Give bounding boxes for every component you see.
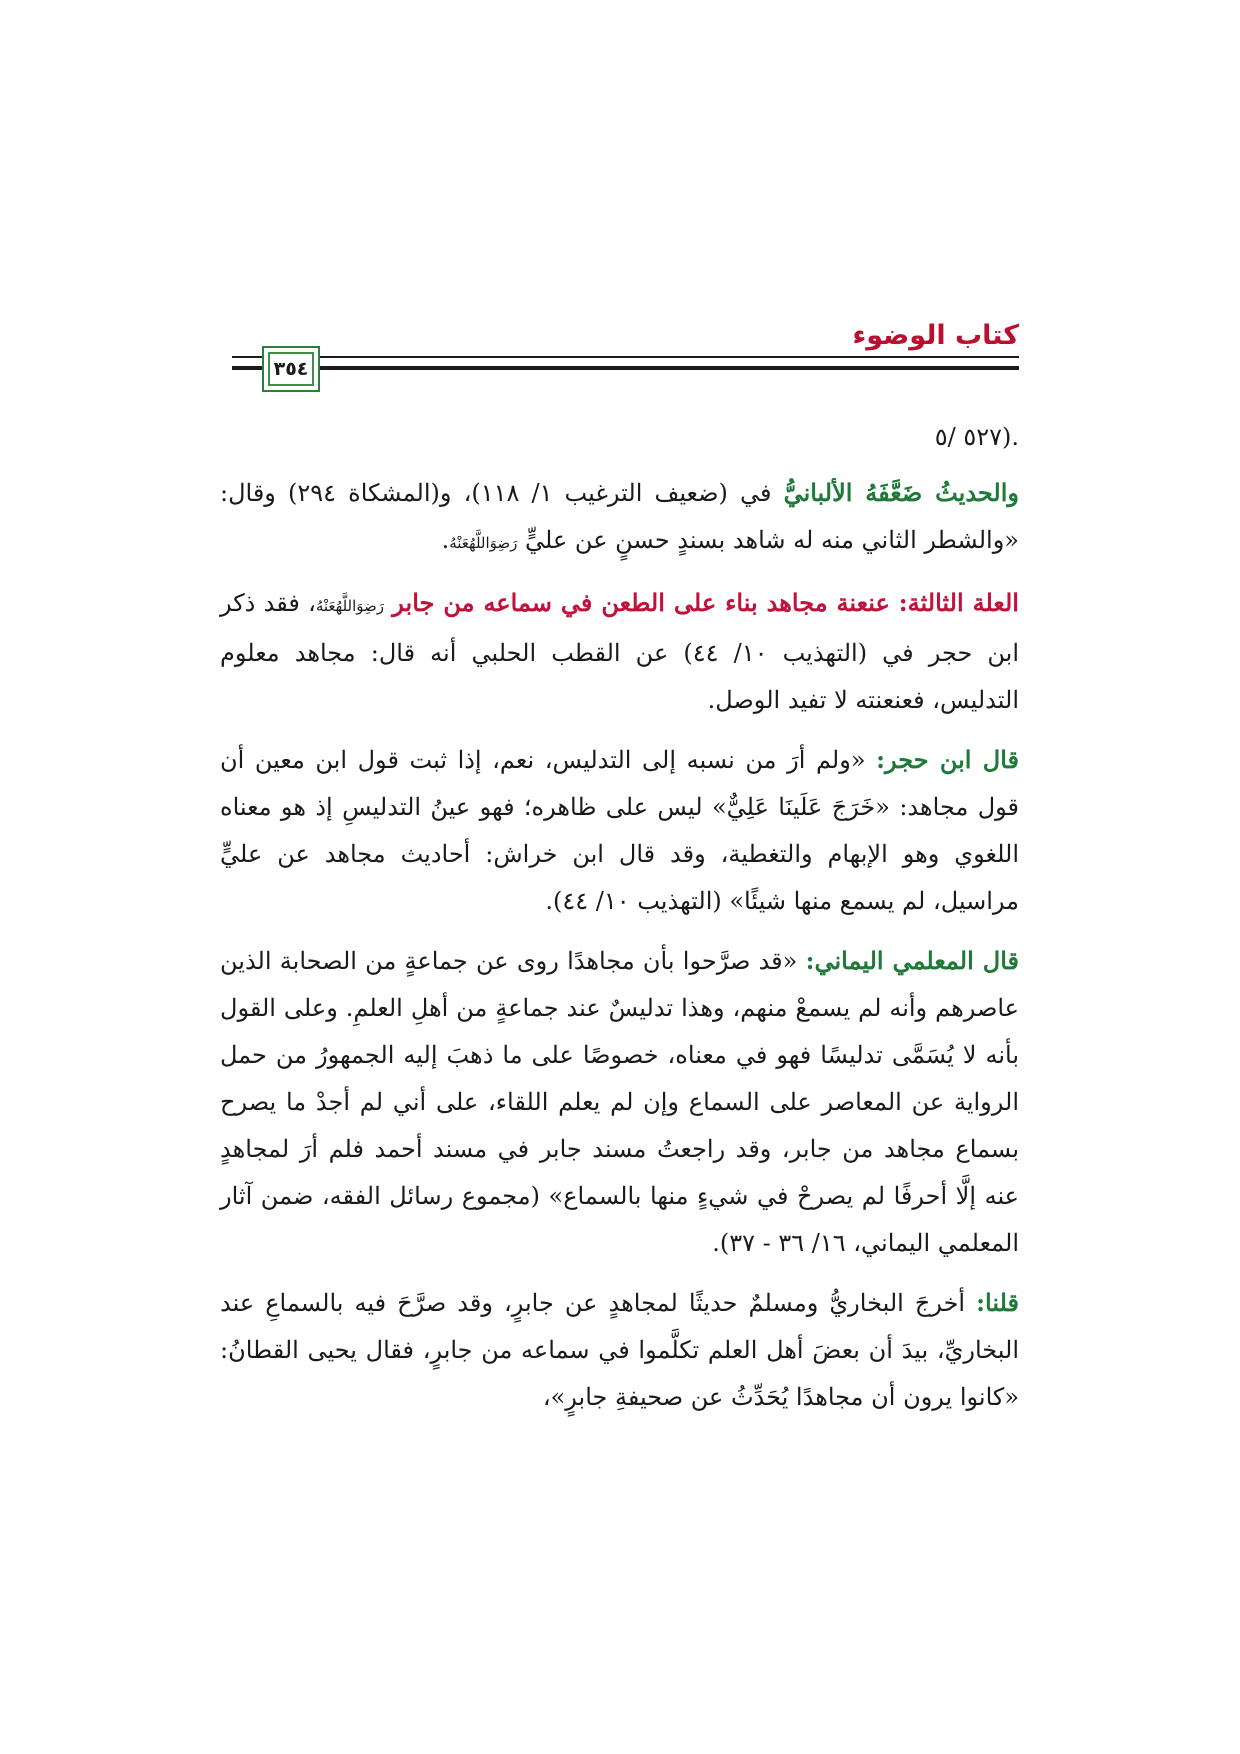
paragraph-muallimi: [220, 937, 1019, 1267]
paragraph-text: أخرجَ البخاريُّ ومسلمٌ حديثًا لمجاهدٍ عن جابرٍ، وقد صرَّحَ فيه بالسماعِ عند البخاريِّ، بيدَ أن بعضَ أهل العلم تكلَّموا في سماعه من جابرٍ، فقال يحيى القطانُ: «كانوا يرون أن مجاهدًا يُحَدِّثُ عن صحيفةِ جابرٍ»،: [220, 1289, 1019, 1411]
page-body: [220, 414, 1019, 1433]
page-number: ٣٥٤: [268, 352, 314, 386]
paragraph-lead: قلنا:: [976, 1288, 1019, 1317]
paragraph-text: «قد صرَّحوا بأن مجاهدًا روى عن جماعةٍ من الصحابة الذين عاصرهم وأنه لم يسمعْ منهم، وهذا تدليسٌ عند جماعةٍ من أهلِ العلمِ. وعلى القول بأنه لا يُسَمَّى تدليسًا فهو في معناه، خصوصًا على ما ذهبَ إليه الجمهورُ من حمل الرواية عن المعاصر على السماع وإن لم يعلم اللقاء، على أني لم أجدْ ما يصرح بسماع مجاهد من جابر، وقد راجعتُ مسند جابر في مسند أحمد فلم أرَ لمجاهدٍ عنه إلَّا أحرفًا لم يصرحْ في شيءٍ منها بالسماع» (مجموع رسائل الفقه، ضمن آثار المعلمي اليماني، ١٦/ ٣٦ - ٣٧).: [220, 947, 1020, 1257]
paragraph-end: .: [441, 526, 450, 554]
paragraph-albani: [220, 469, 1019, 567]
paragraph-lead: قال ابن حجر:: [876, 745, 1020, 774]
header-rule-thin: [232, 356, 1019, 358]
citation-fragment: .(٥٢٧ /٥: [934, 423, 1019, 451]
running-title: كتاب الوضوء: [852, 320, 1019, 351]
page-number-frame: [262, 346, 320, 392]
footnote-continuation: [220, 414, 1019, 461]
paragraph-ibn-hajar: [220, 736, 1019, 925]
paragraph-text: ، فقد ذكر ابن حجر في (التهذيب ١٠/ ٤٤) عن القطب الحلبي أنه قال: مجاهد معلوم التدليس، فعنعنته لا تفيد الوصل.: [220, 589, 1020, 714]
paragraph-lead: قال المعلمي اليماني:: [805, 946, 1019, 975]
paragraph-qulna: [220, 1279, 1019, 1421]
header-rule-thick: [232, 366, 1019, 370]
paragraph-lead: العلة الثالثة: عنعنة مجاهد بناء على الطعن في سماعه من جابر: [392, 588, 1019, 617]
paragraph-text: في (ضعيف الترغيب ١/ ١١٨)، و(المشكاة ٢٩٤) وقال: «والشطر الثاني منه له شاهد بسندٍ حسنٍ عن عليٍّ: [220, 479, 1019, 554]
paragraph-third-defect: [220, 579, 1019, 724]
honorific-glyph: رَضِوَاللَّهُعَنْهُ: [315, 597, 384, 615]
paragraph-text: «ولم أرَ من نسبه إلى التدليس، نعم، إذا ثبت قول ابن معين أن قول مجاهد: «خَرَجَ عَلَينَا عَلِيٌّ» ليس على ظاهره؛ فهو عينُ التدليسِ إذ هو معناه اللغوي وهو الإبهام والتغطية، وقد قال ابن خراش: أحاديث مجاهد عن عليٍّ مراسيل، لم يسمع منها شيئًا» (التهذيب ١٠/ ٤٤).: [220, 746, 1019, 915]
honorific-glyph: رَضِوَاللَّهُعَنْهُ: [449, 534, 518, 552]
page-header: [232, 318, 1019, 398]
paragraph-lead: والحديثُ ضَعَّفَهُ الألبانيُّ: [783, 478, 1019, 507]
